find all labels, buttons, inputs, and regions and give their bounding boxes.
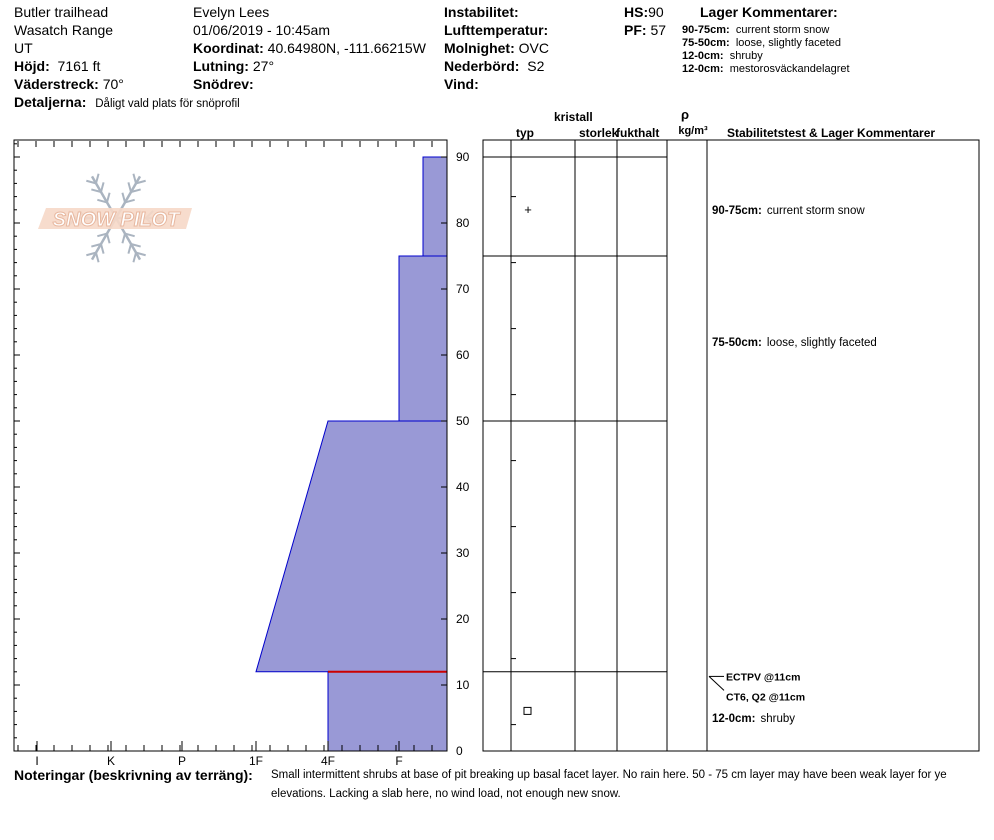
- depth-tick-label: 0: [456, 744, 463, 758]
- layer-comment-range: 90-75cm:: [712, 204, 762, 217]
- snowflake-branch: [128, 182, 131, 192]
- layer-comment-text: shruby: [729, 50, 763, 62]
- sky-label: Molnighet:: [444, 40, 515, 56]
- layer-comment-range: 75-50cm:: [712, 336, 762, 349]
- depth-tick-label: 10: [456, 678, 470, 692]
- snowdrift-label: Snödrev:: [193, 76, 254, 92]
- coord-value: 40.64980N, -111.66215W: [267, 40, 426, 56]
- snowflake-branch: [122, 234, 125, 244]
- crystal-symbol-plus: +: [524, 201, 532, 217]
- depth-tick-label: 30: [456, 546, 470, 560]
- hardness-layer: [399, 256, 447, 421]
- instability-label: Instabilitet:: [444, 4, 519, 20]
- sky-value: OVC: [518, 40, 549, 56]
- depth-tick-label: 80: [456, 216, 470, 230]
- precip-value: S2: [527, 58, 545, 74]
- snowflake-branch: [101, 244, 104, 254]
- layer-comment-text: current storm snow: [735, 24, 830, 36]
- stability-test-pointer: [709, 676, 724, 690]
- layer-comment-range: 90-75cm:: [682, 24, 730, 36]
- layer-comment-range: 12-0cm:: [682, 63, 724, 75]
- hardness-tick-label: I: [35, 754, 39, 768]
- coord-label: Koordinat:: [193, 40, 264, 56]
- snowflake-branch: [122, 193, 125, 203]
- layer-comments-title: Lager Kommentarer:: [700, 4, 838, 20]
- snowflake-branch: [133, 253, 136, 263]
- col-header-density-unit: kg/m³: [678, 125, 708, 137]
- snowflake-branch: [96, 174, 99, 184]
- layer-comment-text: mestorosväckandelagret: [729, 63, 850, 75]
- layer-comment: [712, 713, 795, 725]
- hardness-layer: [328, 672, 447, 751]
- elevation-label: Höjd:: [14, 58, 50, 74]
- depth-tick-label: 90: [456, 150, 470, 164]
- col-header-kristall: kristall: [554, 110, 593, 124]
- precip-label: Nederbörd:: [444, 58, 520, 74]
- hardness-tick-label: P: [177, 754, 187, 768]
- layer-comment-range: 12-0cm:: [682, 50, 724, 62]
- crystal-symbol-square: [524, 707, 531, 714]
- hs-label: HS:: [624, 4, 649, 20]
- stability-test-label: CT6, Q2 @11cm: [726, 691, 806, 704]
- col-header-storlek: storlek: [579, 126, 619, 140]
- aspect-label: Väderstreck:: [14, 76, 99, 92]
- elevation-value: 7161 ft: [57, 58, 101, 74]
- depth-tick-label: 20: [456, 612, 470, 626]
- wind-label: Vind:: [444, 76, 479, 92]
- col-header-rho: ρ: [680, 107, 690, 122]
- depth-tick-label: 70: [456, 282, 470, 296]
- hardness-tick-label: K: [106, 754, 116, 768]
- snowflake-branch: [107, 234, 110, 244]
- hardness-tick-label: 4F: [320, 754, 336, 768]
- layer-comment: [712, 337, 877, 349]
- datetime: 01/06/2019 - 10:45am: [193, 22, 330, 38]
- notes-line-2: elevations. Lacking a slab here, no wind load, not enough new snow.: [271, 788, 621, 800]
- notes-line-1: Small intermittent shrubs at base of pit breaking up basal facet layer. No rain here. 50 - 75 cm layer may have been weak layer for ye: [271, 769, 947, 781]
- slope-value: 27°: [252, 58, 275, 74]
- state: UT: [14, 40, 33, 56]
- snowflake-branch: [128, 244, 131, 254]
- hardness-layer: [256, 421, 447, 672]
- pf-value: 57: [650, 22, 667, 38]
- slope-label: Lutning:: [193, 58, 249, 74]
- snowflake-branch: [107, 193, 110, 203]
- snowflake-branch: [96, 253, 99, 263]
- layer-comment-text: loose, slightly faceted: [735, 37, 841, 49]
- table-border: [483, 140, 979, 751]
- layer-table: [483, 107, 979, 751]
- snowflake-branch: [101, 182, 104, 192]
- col-header-stability: Stabilitetstest & Lager Kommentarer: [727, 126, 936, 140]
- pf-label: PF:: [624, 22, 647, 38]
- depth-tick-label: 60: [456, 348, 470, 362]
- details-label: Detaljerna:: [14, 94, 87, 110]
- col-header-fukthalt: fukthalt: [616, 126, 660, 140]
- col-header-typ: typ: [516, 126, 534, 140]
- depth-tick-label: 40: [456, 480, 470, 494]
- hardness-profile: [256, 157, 447, 751]
- logo-text: SNOW PILOT: [52, 209, 180, 231]
- layer-comment-text: shruby: [760, 713, 795, 725]
- hs-value: 90: [648, 4, 664, 20]
- aspect-value: 70°: [102, 76, 124, 92]
- range: Wasatch Range: [14, 22, 114, 38]
- stability-test-label: ECTPV @11cm: [726, 671, 801, 684]
- layer-comment-text: current storm snow: [766, 204, 865, 217]
- notes-label: Noteringar (beskrivning av terräng):: [14, 767, 253, 783]
- observer: Evelyn Lees: [193, 4, 270, 20]
- snowflake-branch: [133, 174, 136, 184]
- hardness-tick-label: 1F: [248, 754, 264, 768]
- depth-tick-label: 50: [456, 414, 470, 428]
- airtemp-label: Lufttemperatur:: [444, 22, 549, 38]
- snowpilot-logo: [38, 174, 192, 263]
- hardness-tick-label: F: [395, 754, 403, 768]
- layer-comment: [712, 205, 865, 217]
- layer-comment-range: 75-50cm:: [682, 37, 730, 49]
- hardness-layer: [423, 157, 447, 256]
- details-value: Dåligt vald plats för snöprofil: [95, 98, 240, 110]
- location: Butler trailhead: [14, 4, 109, 20]
- layer-comment-range: 12-0cm:: [712, 713, 756, 725]
- layer-comment-text: loose, slightly faceted: [766, 336, 877, 349]
